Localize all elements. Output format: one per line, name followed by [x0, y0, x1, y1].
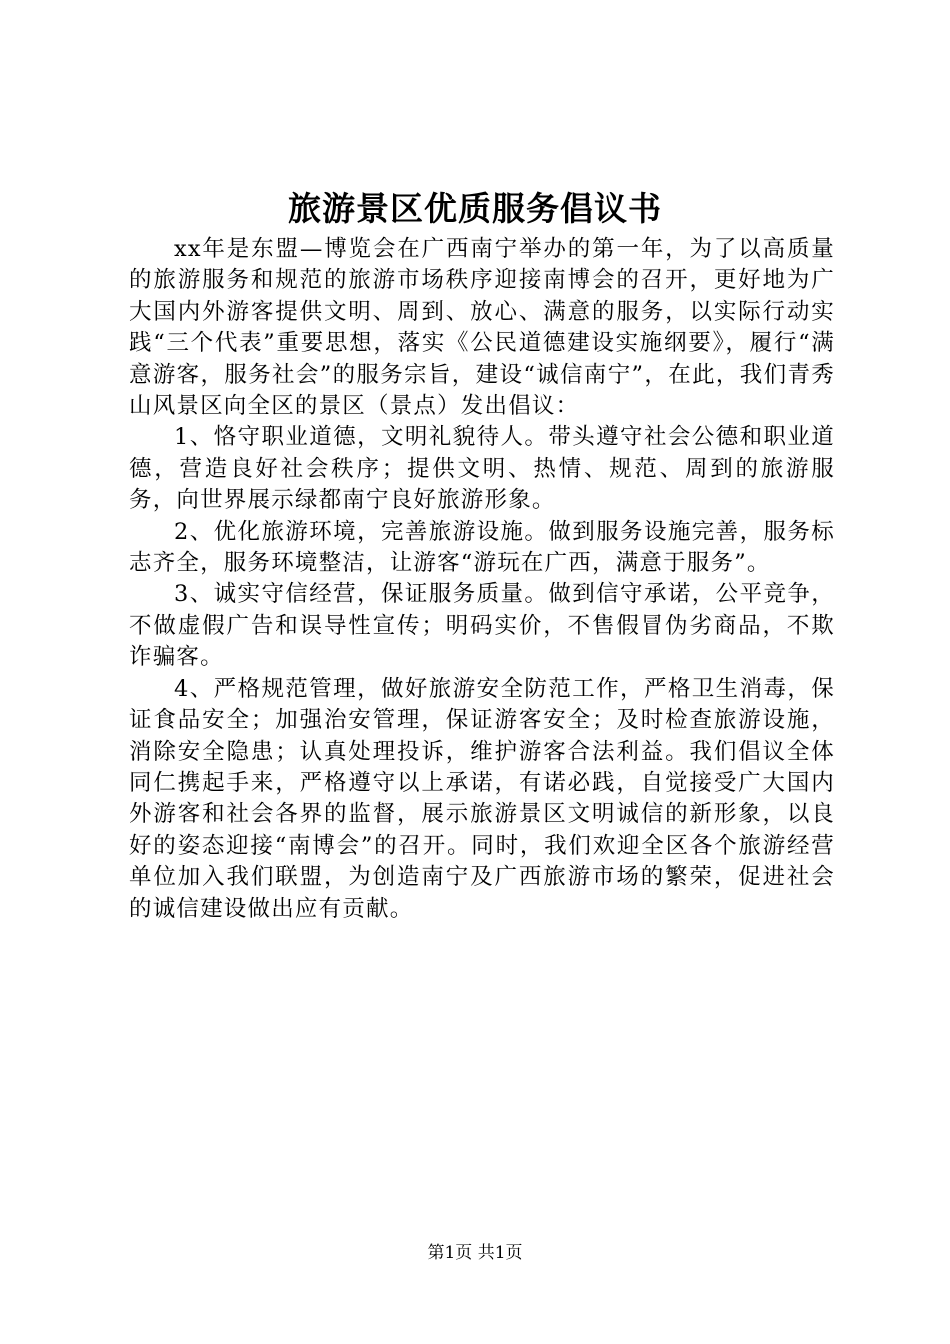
- document-title: 旅游景区优质服务倡议书: [288, 189, 662, 228]
- paragraph-item-1: 1、恪守职业道德，文明礼貌待人。带头遵守社会公德和职业道德，营造良好社会秩序；提供文明、热情、规范、周到的旅游服务，向世界展示绿都南宁良好旅游形象。: [129, 424, 835, 514]
- paragraph-item-2: 2、优化旅游环境，完善旅游设施。做到服务设施完善，服务标志齐全，服务环境整洁，让游客“游玩在广西，满意于服务”。: [129, 518, 835, 577]
- paragraph-intro: xx年是东盟—博览会在广西南宁举办的第一年，为了以高质量的旅游服务和规范的旅游市场秩序迎接南博会的召开，更好地为广大国内外游客提供文明、周到、放心、满意的服务，以实际行动实践“三个代表”重要思想，落实《公民道德建设实施纲要》，履行“满意游客，服务社会”的服务宗旨，建设“诚信南宁”，在此，我们青秀山风景区向全区的景区（景点）发出倡议：: [129, 236, 835, 420]
- paragraph-item-3: 3、诚实守信经营，保证服务质量。做到信守承诺，公平竞争，不做虚假广告和误导性宣传；明码实价，不售假冒伪劣商品，不欺诈骗客。: [129, 581, 835, 671]
- page-footer: 第1页 共1页: [427, 1243, 523, 1263]
- paragraph-item-4: 4、严格规范管理，做好旅游安全防范工作，严格卫生消毒，保证食品安全；加强治安管理，保证游客安全；及时检查旅游设施，消除安全隐患；认真处理投诉，维护游客合法利益。我们倡议全体同仁携起手来，严格遵守以上承诺，有诺必践，自觉接受广大国内外游客和社会各界的监督，展示旅游景区文明诚信的新形象，以良好的姿态迎接“南博会”的召开。同时，我们欢迎全区各个旅游经营单位加入我们联盟，为创造南宁及广西旅游市场的繁荣，促进社会的诚信建设做出应有贡献。: [129, 675, 835, 922]
- document-body: [129, 234, 835, 925]
